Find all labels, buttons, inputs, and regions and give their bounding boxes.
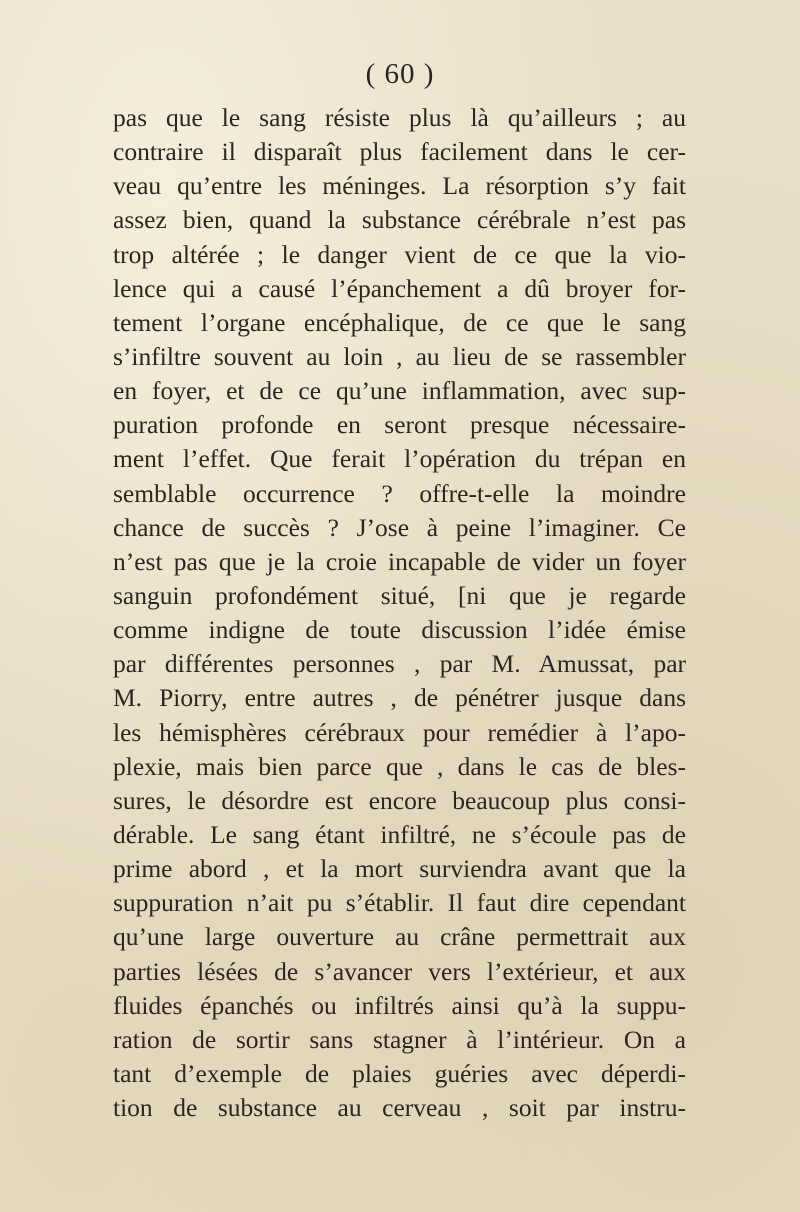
- text-line: lence qui a causé l’épanchement a dû broyer for-: [113, 273, 686, 303]
- text-line: trop altérée ; le danger vient de ce que la vio-: [113, 239, 686, 269]
- text-line: les hémisphères cérébraux pour remédier à l’apo-: [113, 717, 686, 747]
- text-line: qu’une large ouverture au crâne permettrait aux: [113, 922, 686, 952]
- text-line: dérable. Le sang étant infiltré, ne s’écoule pas de: [113, 819, 686, 849]
- text-line: pas que le sang résiste plus là qu’ailleurs ; au: [113, 103, 686, 132]
- text-line: en foyer, et de ce qu’une inflammation, avec sup-: [113, 376, 686, 406]
- text-line: M. Piorry, entre autres , de pénétrer jusque dans: [113, 683, 686, 713]
- page-number: ( 60 ): [365, 58, 435, 90]
- body-text: [113, 101, 686, 1125]
- text-line: ment l’effet. Que ferait l’opération du trépan en: [113, 444, 686, 474]
- text-line: veau qu’entre les méninges. La résorption s’y fait: [113, 171, 686, 201]
- text-line: suppuration n’ait pu s’établir. Il faut dire cependant: [113, 888, 686, 918]
- text-line: tant d’exemple de plaies guéries avec déperdi-: [113, 1058, 686, 1088]
- text-line: sanguin profondément situé, [ni que je regarde: [113, 580, 686, 610]
- text-line: s’infiltre souvent au loin , au lieu de se rassembler: [113, 341, 686, 371]
- text-line: contraire il disparaît plus facilement dans le cer-: [113, 137, 686, 167]
- text-line: parties lésées de s’avancer vers l’extérieur, et aux: [113, 956, 686, 986]
- text-line: prime abord , et la mort surviendra avant que la: [113, 854, 686, 884]
- text-line: fluides épanchés ou infiltrés ainsi qu’à la suppu-: [113, 990, 686, 1020]
- text-line: plexie, mais bien parce que , dans le cas de bles-: [113, 751, 686, 781]
- text-line: par différentes personnes , par M. Amussat, par: [113, 649, 686, 679]
- text-line: n’est pas que je la croie incapable de vider un foyer: [113, 546, 686, 576]
- text-line: semblable occurrence ? offre-t-elle la moindre: [113, 478, 686, 508]
- text-line: sures, le désordre est encore beaucoup plus consi-: [113, 785, 686, 815]
- text-line: comme indigne de toute discussion l’idée émise: [113, 615, 686, 645]
- text-line: chance de succès ? J’ose à peine l’imaginer. Ce: [113, 512, 686, 542]
- text-line: tion de substance au cerveau , soit par instru-: [113, 1093, 686, 1123]
- text-line: puration profonde en seront presque nécessaire-: [113, 410, 686, 440]
- text-line: ration de sortir sans stagner à l’intérieur. On a: [113, 1024, 686, 1054]
- text-line: assez bien, quand la substance cérébrale n’est pas: [113, 205, 686, 235]
- text-line: tement l’organe encéphalique, de ce que le sang: [113, 307, 686, 337]
